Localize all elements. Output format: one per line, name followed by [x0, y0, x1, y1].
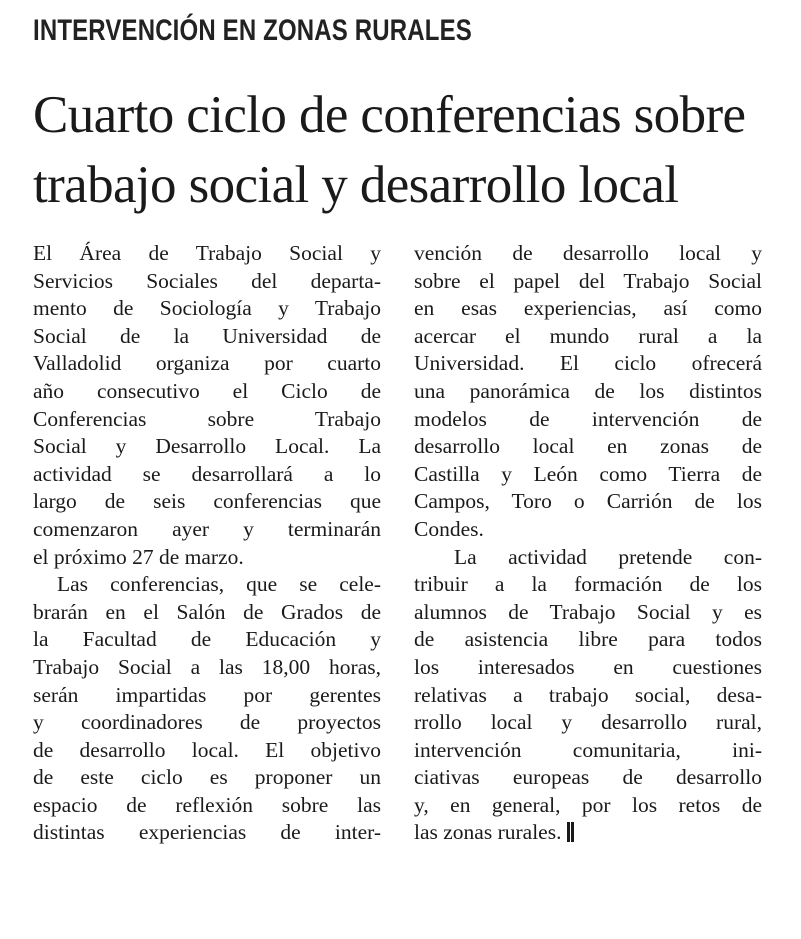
paragraph-4: [414, 544, 762, 848]
text-line: brarán en el Salón de Grados de: [33, 599, 381, 624]
text-line: de desarrollo local. El objetivo: [33, 737, 381, 762]
text-line: una panorámica de los distintos: [414, 378, 762, 403]
article-column-right: [414, 240, 762, 847]
text-line: Campos, Toro o Carrión de los: [414, 489, 762, 514]
text-line: acercar el mundo rural a la: [414, 323, 762, 348]
text-line: Conferencias sobre Trabajo: [33, 406, 381, 431]
text-line: Valladolid organiza por cuarto: [33, 351, 381, 376]
text-line: Social de la Universidad de: [33, 323, 381, 348]
text-line: alumnos de Trabajo Social y es: [414, 599, 762, 624]
text-line: actividad se desarrollará a lo: [33, 461, 381, 486]
text-line: Castilla y León como Tierra de: [414, 461, 762, 486]
text-line: en esas experiencias, así como: [414, 296, 762, 321]
text-line: intervención comunitaria, ini-: [414, 737, 762, 762]
text-line: ciativas europeas de desarrollo: [414, 765, 762, 790]
text-line: comenzaron ayer y terminarán: [33, 516, 381, 541]
text-line: rrollo local y desarrollo rural,: [414, 710, 762, 735]
paragraph-3: [414, 240, 762, 544]
text-line: vención de desarrollo local y: [414, 241, 762, 265]
text-line: la Facultad de Educación y: [33, 627, 381, 652]
text-line: Servicios Sociales del departa-: [33, 268, 381, 293]
text-line: año consecutivo el Ciclo de: [33, 378, 381, 403]
text-line: Trabajo Social a las 18,00 horas,: [33, 654, 381, 679]
text-line: el próximo 27 de marzo.: [33, 544, 244, 569]
text-line: modelos de intervención de: [414, 406, 762, 431]
headline-line-1: Cuarto ciclo de conferencias sobre: [33, 86, 746, 144]
text-line: Social y Desarrollo Local. La: [33, 434, 381, 459]
final-text: las zonas rurales.: [414, 820, 562, 845]
paragraph-2: [33, 571, 381, 847]
text-line: distintas experiencias de inter-: [33, 820, 381, 845]
text-line: de este ciclo es proponer un: [33, 765, 381, 790]
paragraph-1: [33, 240, 381, 571]
section-kicker: INTERVENCIÓN EN ZONAS RURALES: [33, 14, 472, 47]
text-line: Universidad. El ciclo ofrecerá: [414, 351, 762, 376]
text-line: relativas a trabajo social, desa-: [414, 682, 762, 707]
end-of-article-mark: [567, 822, 574, 842]
text-line: sobre el papel del Trabajo Social: [414, 268, 762, 293]
headline-line-2: trabajo social y desarrollo local: [33, 156, 679, 214]
text-line: de asistencia libre para todos: [414, 627, 762, 652]
headline: [33, 80, 793, 220]
text-line: los interesados en cuestiones: [414, 654, 762, 679]
text-line: La actividad pretende con-: [454, 544, 762, 569]
text-line: tribuir a la formación de los: [414, 572, 762, 597]
text-line: serán impartidas por gerentes: [33, 682, 381, 707]
text-line: y, en general, por los retos de: [414, 792, 762, 817]
text-line: mento de Sociología y Trabajo: [33, 296, 381, 321]
article-column-left: [33, 240, 381, 847]
text-line: Condes.: [414, 516, 484, 541]
text-line: espacio de reflexión sobre las: [33, 792, 381, 817]
text-line: largo de seis conferencias que: [33, 489, 381, 514]
text-line: desarrollo local en zonas de: [414, 434, 762, 459]
text-line: y coordinadores de proyectos: [33, 710, 381, 735]
text-line: El Área de Trabajo Social y: [33, 241, 381, 265]
text-line-final: [414, 819, 762, 847]
text-line: Las conferencias, que se cele-: [57, 572, 381, 597]
